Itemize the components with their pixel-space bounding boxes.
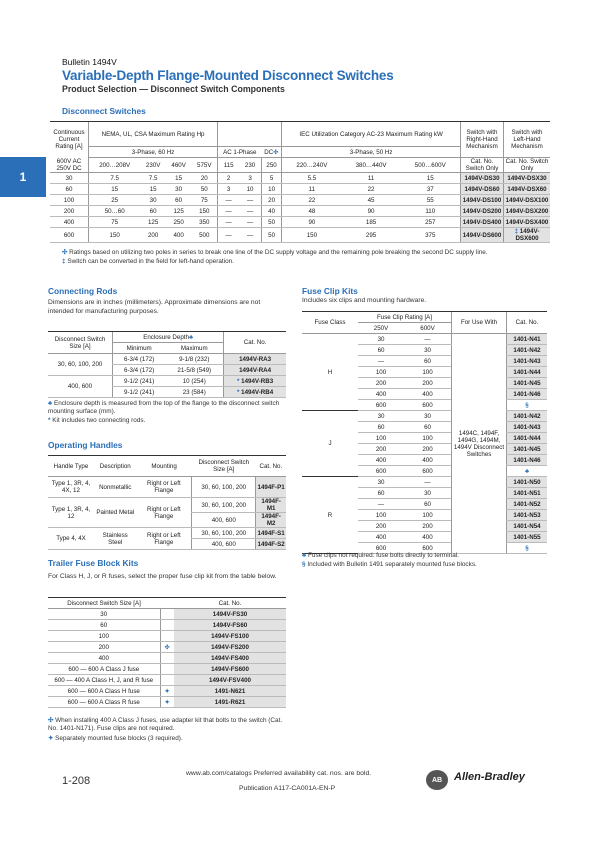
- table-row: [50, 195, 550, 206]
- fuse-rating: 200: [358, 378, 404, 389]
- fuse-rating: 600: [404, 400, 451, 411]
- table-row: [48, 631, 286, 642]
- fuse-rating: —: [358, 499, 404, 510]
- footer-url[interactable]: www.ab.com/catalogs Preferred availability cat. nos. are bold.: [186, 770, 372, 777]
- table-cell: 200: [140, 228, 166, 243]
- table-cell: 5: [261, 173, 281, 184]
- fuseclip-table: [302, 311, 547, 554]
- trailer-size: 400: [48, 653, 160, 664]
- cat-no-cell: 1494V-DSX200: [504, 206, 551, 217]
- trailer-heading: Trailer Fuse Block Kits: [48, 558, 139, 568]
- h-right: Switch with Right-Hand Mechanism: [461, 122, 504, 158]
- h-iec: IEC Utilization Category AC-23 Maximum Rating kW: [282, 122, 461, 147]
- disconnect-note-2: ‡ Switch can be converted in the field for left-hand operation.: [62, 258, 234, 265]
- h-v6: 230: [239, 158, 261, 173]
- fuse-class: R: [302, 477, 358, 554]
- fuseclip-cat: 1401-N44: [507, 433, 548, 444]
- table-cell: 150: [191, 206, 217, 217]
- table-cell: 90: [342, 206, 401, 217]
- trailer-table: [48, 597, 286, 708]
- fuse-rating: 600: [404, 466, 451, 477]
- trailer-size: 600 — 600 A Class H fuse: [48, 686, 160, 697]
- table-row: [48, 620, 286, 631]
- rods-note-1: ♣ Enclosure depth is measured from the top of the flange to the disconnect switch mounting surface (mm).: [48, 400, 280, 415]
- fuse-rating: 100: [404, 367, 451, 378]
- table-cell: 40: [261, 206, 281, 217]
- table-cell: 295: [342, 228, 401, 243]
- ab-logo-icon: AB: [426, 770, 448, 790]
- handles-cat: 1494F-M1: [256, 498, 286, 513]
- trailer-desc: For Class H, J, or R fuses, select the proper fuse clip kit from the table below.: [48, 573, 277, 580]
- table-cell: 75: [89, 217, 141, 228]
- footnote-symbol: [160, 620, 174, 631]
- fuseclip-cat: 1401-N45: [507, 378, 548, 389]
- fuse-rating: 200: [404, 521, 451, 532]
- fuse-rating: 30: [404, 345, 451, 356]
- fuse-rating: 100: [404, 510, 451, 521]
- handles-h-desc: Description: [94, 456, 136, 477]
- table-cell: 15: [89, 184, 141, 195]
- table-cell: 100: [50, 195, 89, 206]
- h-v8: 220…240V: [282, 158, 342, 173]
- fuseclip-cat: 1401-N46: [507, 455, 548, 466]
- fuse-rating: 60: [404, 356, 451, 367]
- fuseclip-cat: 1401-N54: [507, 521, 548, 532]
- table-row: [48, 653, 286, 664]
- handles-cat: 1494F-P1: [256, 477, 286, 498]
- handles-h-type: Handle Type: [48, 456, 94, 477]
- fuseclip-h-rating: Fuse Clip Rating [A]: [358, 312, 452, 323]
- cat-no-cell: 1494V-DS30: [461, 173, 504, 184]
- trailer-cat: 1494V-FSV400: [174, 675, 286, 686]
- handles-mount: Right or Left Flange: [136, 498, 191, 528]
- table-cell: 125: [166, 206, 192, 217]
- rods-cat: * 1494V-RB3: [224, 376, 286, 387]
- cat-no-cell: 1494V-DSX100: [504, 195, 551, 206]
- trailer-cat: 1494V-FS200: [174, 642, 286, 653]
- table-row: [50, 206, 550, 217]
- disconnect-table: Continuous Current Rating [A] NEMA, UL, CSA Maximum Rating Hp IEC Utilization Category AC-23 Maximum Rating kW Switch with Right-Hand Mechanism Switch with Left-Hand Mechanism 3-Phase, 60 Hz AC 1-Phase DC✣ 3-Phase, 50 Hz 600V AC 250V DC 200…208V 230V 460V 575V 115 230 250 220…240V 380…440V 500…600V Cat. No. Switch Only Cat. No. Switch Only 30 7.5 7.5 15 20 2 3 5 5.5 11 15 1494V-DS30 1494V-DSX30 60 15 15 30 50 3 10 10 11 22 37 1494V-DS60 1494V-DSX60 100 25 30 60 75 — — 20 22 45 55 1494V-DS100 1494V-DSX100 200 50…60 60 125 150 — — 40 48 90 110 1494V-DS200 1494V-DSX200 400 75 125 250 350 — — 50 90 185 257 1494V-DS400 1494V-DSX400 600 150 200 400 500 — — 50 150 295 375 1494V-DS600 ‡ 1494V-DSX600: [50, 121, 550, 243]
- footnote-symbol: ✣: [160, 642, 174, 653]
- table-cell: 60: [166, 195, 192, 206]
- handles-desc: Painted Metal: [94, 498, 136, 528]
- rods-cell: 21-5/8 (549): [165, 365, 223, 376]
- disconnect-note-1: ✣ Ratings based on utilizing two poles in series to break one line of the DC supply voltage and the remaining pole breaking the second DC supply line.: [62, 249, 488, 256]
- trailer-cat: 1494V-FS100: [174, 631, 286, 642]
- handles-size: 400, 600: [192, 513, 256, 528]
- rods-h-cat: Cat. No.: [224, 332, 286, 354]
- fuseclip-cat: 1401-N50: [507, 477, 548, 488]
- h-v3: 460V: [166, 158, 192, 173]
- rods-cat: 1494V-RA4: [224, 365, 286, 376]
- table-cell: 10: [261, 184, 281, 195]
- table-row: [48, 664, 286, 675]
- h-nema: NEMA, UL, CSA Maximum Rating Hp: [89, 122, 218, 147]
- table-cell: 110: [401, 206, 461, 217]
- trailer-size: 200: [48, 642, 160, 653]
- footnote-symbol: [160, 653, 174, 664]
- table-cell: 50: [261, 217, 281, 228]
- table-cell: 30: [140, 195, 166, 206]
- table-cell: 11: [342, 173, 401, 184]
- h-v10: 500…600V: [401, 158, 461, 173]
- fuseclip-h-cat: Cat. No.: [507, 312, 548, 334]
- fuse-rating: —: [404, 334, 451, 345]
- cat-no-cell: 1494V-DS60: [461, 184, 504, 195]
- fuse-rating: 60: [358, 488, 404, 499]
- fuseclip-h-use: For Use With: [452, 312, 507, 334]
- fuse-rating: 200: [358, 521, 404, 532]
- table-cell: 10: [239, 184, 261, 195]
- handles-type: Type 1, 3R, 4, 12: [48, 498, 94, 528]
- fuseclip-cat: 1401-N51: [507, 488, 548, 499]
- section-tab: 1: [0, 157, 46, 197]
- fuseclip-cat: 1401-N43: [507, 422, 548, 433]
- h-600: 600V AC 250V DC: [50, 158, 89, 173]
- handles-mount: Right or Left Flange: [136, 477, 191, 498]
- table-cell: —: [218, 217, 239, 228]
- table-row: [48, 609, 286, 620]
- fuseclip-cat: 1401-N44: [507, 367, 548, 378]
- table-cell: 350: [191, 217, 217, 228]
- rods-h-depth: Enclosure Depth: [143, 333, 189, 341]
- table-cell: 7.5: [140, 173, 166, 184]
- handles-desc: Nonmetallic: [94, 477, 136, 498]
- handles-size: 30, 60, 100, 200: [192, 528, 256, 539]
- table-cell: 60: [50, 184, 89, 195]
- trailer-h-size: Disconnect Switch Size [A]: [48, 598, 160, 609]
- fuse-rating: 400: [404, 389, 451, 400]
- fuseclip-h-600: 600V: [404, 323, 451, 334]
- table-row: [48, 686, 286, 697]
- fuse-rating: 100: [404, 433, 451, 444]
- fuseclip-cat: 1401-N42: [507, 411, 548, 422]
- bulletin-label: Bulletin 1494V: [62, 57, 117, 67]
- table-cell: —: [218, 195, 239, 206]
- rods-h-max: Maximum: [165, 343, 223, 354]
- footnote-symbol: [160, 631, 174, 642]
- rods-cat: * 1494V-RB4: [224, 387, 286, 398]
- fuseclip-heading: Fuse Clip Kits: [302, 286, 358, 296]
- fuse-rating: 600: [404, 543, 451, 554]
- fuseclip-cat: §: [507, 543, 548, 554]
- handles-mount: Right or Left Flange: [136, 528, 191, 550]
- fuseclip-cat: 1401-N43: [507, 356, 548, 367]
- fuse-rating: 600: [358, 543, 404, 554]
- cat-no-cell: 1494V-DSX400: [504, 217, 551, 228]
- fuse-rating: 100: [358, 367, 404, 378]
- table-cell: 2: [218, 173, 239, 184]
- rods-cell: 6-3/4 (172): [113, 365, 166, 376]
- table-cell: 15: [401, 173, 461, 184]
- table-cell: 500: [191, 228, 217, 243]
- handles-size: 400, 600: [192, 539, 256, 550]
- trailer-note-2: ✦ Separately mounted fuse blocks (3 required).: [48, 735, 183, 742]
- table-row: [48, 697, 286, 708]
- table-cell: 15: [166, 173, 192, 184]
- handles-type: Type 4, 4X: [48, 528, 94, 550]
- fuse-rating: 60: [404, 422, 451, 433]
- table-cell: 22: [282, 195, 342, 206]
- cat-no-cell: 1494V-DS600: [461, 228, 504, 243]
- table-cell: 30: [166, 184, 192, 195]
- fuseclip-note-2: § Included with Bulletin 1491 separately mounted fuse blocks.: [302, 561, 477, 568]
- handles-type: Type 1, 3R, 4, 4X, 12: [48, 477, 94, 498]
- footnote-symbol: [160, 675, 174, 686]
- cat-no-cell: 1494V-DS100: [461, 195, 504, 206]
- table-row: [50, 184, 550, 195]
- table-row: [50, 228, 550, 243]
- rods-cat: 1494V-RA3: [224, 354, 286, 365]
- disconnect-heading: Disconnect Switches: [62, 106, 146, 116]
- handles-heading: Operating Handles: [48, 440, 123, 450]
- fuse-rating: —: [358, 356, 404, 367]
- rods-cell: 9-1/2 (241): [113, 376, 166, 387]
- fuse-rating: 30: [358, 477, 404, 488]
- trailer-size: 600 — 400 A Class H, J, and R fuse: [48, 675, 160, 686]
- table-cell: 45: [342, 195, 401, 206]
- table-cell: 20: [261, 195, 281, 206]
- table-row: [302, 334, 547, 345]
- rods-cell: 23 (584): [165, 387, 223, 398]
- rods-group-2: 400, 600: [48, 376, 113, 398]
- table-cell: —: [218, 228, 239, 243]
- trailer-cat: 1494V-FS60: [174, 620, 286, 631]
- page-subtitle: Product Selection — Disconnect Switch Components: [62, 84, 285, 94]
- table-cell: 30: [50, 173, 89, 184]
- rods-note-2: * Kit includes two connecting rods.: [48, 417, 146, 424]
- footnote-symbol: [160, 664, 174, 675]
- fuseclip-cat: 1401-N53: [507, 510, 548, 521]
- table-cell: 600: [50, 228, 89, 243]
- table-cell: 375: [401, 228, 461, 243]
- fuseclip-cat: 1401-N46: [507, 389, 548, 400]
- fuseclip-cat: §: [507, 400, 548, 411]
- fuseclip-h-250: 250V: [358, 323, 404, 334]
- table-cell: 22: [342, 184, 401, 195]
- fuse-rating: 60: [404, 499, 451, 510]
- rods-heading: Connecting Rods: [48, 286, 118, 296]
- handles-desc: Stainless Steel: [94, 528, 136, 550]
- table-cell: —: [239, 217, 261, 228]
- cat-no-cell: 1494V-DS200: [461, 206, 504, 217]
- rods-cell: 9-1/8 (232): [165, 354, 223, 365]
- fuse-rating: 400: [358, 389, 404, 400]
- handles-cat: 1494F-S2: [257, 540, 285, 548]
- footnote-symbol: [160, 609, 174, 620]
- use-with: 1494C, 1494F, 1494G, 1494M, 1494V Disconnect Switches: [452, 334, 507, 554]
- table-cell: 37: [401, 184, 461, 195]
- fuse-rating: 400: [358, 455, 404, 466]
- fuse-rating: 30: [358, 411, 404, 422]
- fuse-rating: —: [404, 477, 451, 488]
- handles-size: 30, 60, 100, 200: [192, 477, 256, 498]
- table-cell: 257: [401, 217, 461, 228]
- table-cell: 15: [140, 184, 166, 195]
- h-cat-left: Cat. No. Switch Only: [504, 158, 551, 173]
- table-cell: 5.5: [282, 173, 342, 184]
- fuse-rating: 30: [404, 411, 451, 422]
- table-cell: 400: [166, 228, 192, 243]
- fuse-rating: 200: [404, 444, 451, 455]
- fuse-rating: 100: [358, 510, 404, 521]
- handles-h-mount: Mounting: [136, 456, 191, 477]
- trailer-note-1: ✣ When installing 400 A Class J fuses, use adapter kit that bolts to the switch (Cat. No. 1401-N171). Fuse clips are not required.: [48, 717, 283, 732]
- rods-table: Disconnect Switch Size [A] Enclosure Depth♣ Cat. No. Minimum Maximum 30, 60, 100, 200 6-3/4 (172) 9-1/8 (232) 1494V-RA3 6-3/4 (172) 21-5/8 (549) 1494V-RA4 400, 600 9-1/2 (241) 10 (254) * 1494V-RB3 9-1/2 (241) 23 (584) * 1494V-RB4: [48, 331, 286, 398]
- fuseclip-cat: 1401-N45: [507, 444, 548, 455]
- rods-desc: Dimensions are in inches (millimeters). Approximate dimensions are not intended for manufacturing purposes.: [48, 299, 261, 315]
- fuseclip-cat: 1401-N41: [507, 334, 548, 345]
- cat-no-cell: 1494V-DSX60: [504, 184, 551, 195]
- footnote-symbol: ✦: [160, 686, 174, 697]
- brand-name: Allen-Bradley: [454, 771, 525, 783]
- page-title: Variable-Depth Flange-Mounted Disconnect Switches: [62, 68, 394, 83]
- cat-no-cell: 1494V-DS400: [461, 217, 504, 228]
- trailer-cat: 1491-R621: [174, 697, 286, 708]
- fuseclip-note-1: ♣ Fuse clips not required: fuse bolts directly to terminal.: [302, 552, 459, 559]
- trailer-size: 600 — 600 A Class J fuse: [48, 664, 160, 675]
- table-row: [50, 173, 550, 184]
- table-cell: 50…60: [89, 206, 141, 217]
- table-row: [302, 477, 547, 488]
- fuseclip-cat: 1401-N42: [507, 345, 548, 356]
- footer-publication: Publication A117-CA001A-EN-P: [239, 785, 336, 792]
- rods-cell: 6-3/4 (172): [113, 354, 166, 365]
- trailer-cat: 1491-N621: [174, 686, 286, 697]
- h-v2: 230V: [140, 158, 166, 173]
- h-v5: 115: [218, 158, 239, 173]
- table-cell: 125: [140, 217, 166, 228]
- table-cell: 7.5: [89, 173, 141, 184]
- trailer-h-cat: Cat. No.: [174, 598, 286, 609]
- fuse-rating: 200: [404, 378, 451, 389]
- table-cell: 250: [166, 217, 192, 228]
- table-cell: 60: [140, 206, 166, 217]
- table-cell: 48: [282, 206, 342, 217]
- table-row: [50, 217, 550, 228]
- h-v7: 250: [261, 158, 281, 173]
- fuse-rating: 400: [404, 455, 451, 466]
- h-left: Switch with Left-Hand Mechanism: [504, 122, 551, 158]
- fuse-rating: 30: [358, 334, 404, 345]
- fuse-rating: 200: [358, 444, 404, 455]
- fuseclip-desc: Includes six clips and mounting hardware.: [302, 297, 427, 304]
- table-cell: 185: [342, 217, 401, 228]
- table-cell: 50: [191, 184, 217, 195]
- handles-size: 30, 60, 100, 200: [192, 498, 256, 513]
- fuse-rating: 400: [404, 532, 451, 543]
- rods-cell: 9-1/2 (241): [113, 387, 166, 398]
- fuse-rating: 30: [404, 488, 451, 499]
- trailer-cat: 1494V-FS30: [174, 609, 286, 620]
- fuse-rating: 600: [358, 466, 404, 477]
- fuseclip-h-class: Fuse Class: [302, 312, 358, 334]
- handles-cat: 1494F-M2: [256, 513, 286, 528]
- handles-cat: 1494F-S1: [257, 529, 285, 537]
- table-cell: 55: [401, 195, 461, 206]
- h-rating: Continuous Current Rating [A]: [50, 122, 89, 158]
- table-cell: 20: [191, 173, 217, 184]
- handles-h-cat: Cat. No.: [256, 456, 286, 477]
- trailer-size: 60: [48, 620, 160, 631]
- rods-group-1: 30, 60, 100, 200: [48, 354, 113, 376]
- h-3ph60: 3-Phase, 60 Hz: [89, 147, 218, 158]
- h-cat-right: Cat. No. Switch Only: [461, 158, 504, 173]
- fuse-rating: 600: [358, 400, 404, 411]
- trailer-cat: 1494V-FS400: [174, 653, 286, 664]
- fuse-rating: 400: [358, 532, 404, 543]
- handles-table: [48, 455, 286, 550]
- table-cell: 200: [50, 206, 89, 217]
- table-cell: 90: [282, 217, 342, 228]
- table-row: [48, 642, 286, 653]
- trailer-cat: 1494V-FS600: [174, 664, 286, 675]
- rods-cell: 10 (254): [165, 376, 223, 387]
- fuse-rating: 60: [358, 422, 404, 433]
- h-ac1: AC 1-Phase: [218, 147, 262, 158]
- table-cell: 11: [282, 184, 342, 195]
- fuseclip-cat: ♣: [507, 466, 548, 477]
- handles-h-size: Disconnect Switch Size [A]: [192, 456, 256, 477]
- fuseclip-cat: 1401-N55: [507, 532, 548, 543]
- fuse-rating: 100: [358, 433, 404, 444]
- table-cell: 400: [50, 217, 89, 228]
- h-v1: 200…208V: [89, 158, 141, 173]
- h-v9: 380…440V: [342, 158, 401, 173]
- table-cell: —: [239, 228, 261, 243]
- fuse-rating: 60: [358, 345, 404, 356]
- cat-no-cell: ‡ 1494V-DSX600: [504, 228, 551, 243]
- h-dc: DC: [264, 148, 274, 156]
- table-cell: 3: [218, 184, 239, 195]
- rods-h-size: Disconnect Switch Size [A]: [48, 332, 113, 354]
- fuse-class: J: [302, 411, 358, 477]
- table-row: [48, 675, 286, 686]
- trailer-size: 600 — 600 A Class R fuse: [48, 697, 160, 708]
- h-3ph50: 3-Phase, 50 Hz: [282, 147, 461, 158]
- table-row: [302, 411, 547, 422]
- cat-no-cell: 1494V-DSX30: [504, 173, 551, 184]
- table-cell: 3: [239, 173, 261, 184]
- table-cell: —: [239, 195, 261, 206]
- table-cell: 50: [261, 228, 281, 243]
- h-v4: 575V: [191, 158, 217, 173]
- trailer-size: 100: [48, 631, 160, 642]
- fuse-class: H: [302, 334, 358, 411]
- table-cell: 75: [191, 195, 217, 206]
- table-cell: 150: [282, 228, 342, 243]
- table-cell: —: [218, 206, 239, 217]
- page-number: 1-208: [62, 775, 91, 787]
- footnote-symbol: ✦: [160, 697, 174, 708]
- table-cell: —: [239, 206, 261, 217]
- fuseclip-cat: 1401-N52: [507, 499, 548, 510]
- trailer-size: 30: [48, 609, 160, 620]
- rods-h-min: Minimum: [113, 343, 166, 354]
- table-cell: 25: [89, 195, 141, 206]
- table-cell: 150: [89, 228, 141, 243]
